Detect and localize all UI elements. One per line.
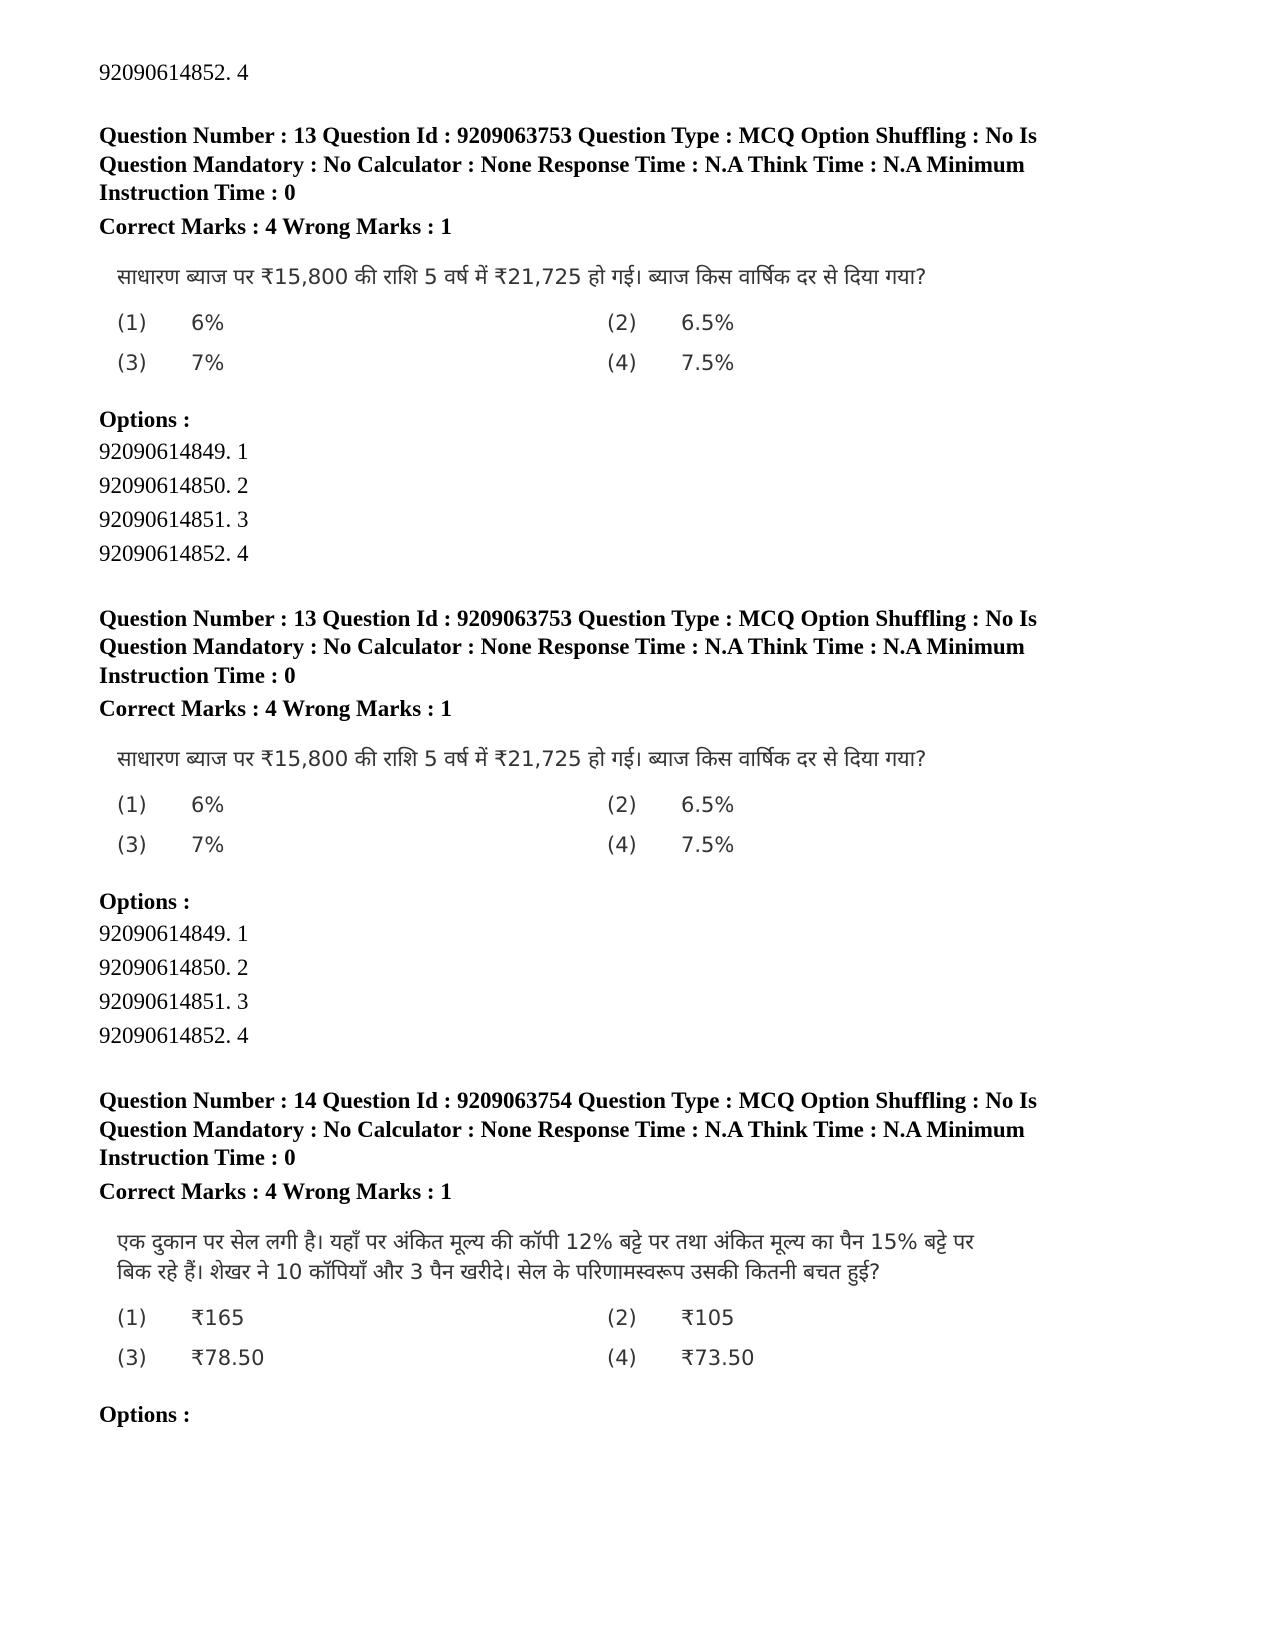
question-header-line: Instruction Time : 0 [99,1145,296,1170]
option-line: 92090614852. 4 [99,1023,249,1048]
question-text: साधारण ब्याज पर ₹15,800 की राशि 5 वर्ष में ₹21,725 हो गई। ब्याज किस वार्षिक दर से दिया गया? [117,747,927,772]
choice-number: (3) [117,1345,147,1370]
choice-number: (1) [117,310,147,335]
question-block [99,605,1189,1054]
question-image [117,1228,1189,1374]
choice-text: ₹73.50 [681,1345,755,1370]
question-header [99,605,1189,691]
choice-text: 7% [191,350,225,375]
choice-text: 6.5% [681,793,735,817]
question-header-line: Question Number : 14 Question Id : 9209063754 Question Type : MCQ Option Shuffling : No Is [99,1088,1038,1113]
choice-item [117,347,607,379]
option-line: 92090614849. 1 [99,921,249,946]
question-header [99,122,1189,208]
option-line: 92090614852. 4 [99,540,249,566]
choice-text: ₹105 [681,1305,735,1330]
options-heading: Options : [99,406,191,432]
question-block [99,122,1189,571]
choice-text: 7.5% [681,350,735,375]
option-line: 92090614852. 4 [99,60,249,85]
choice-item [117,307,607,339]
choice-text: 6.5% [681,310,735,335]
question-header-line: Instruction Time : 0 [99,180,296,205]
choice-item [117,1302,607,1334]
question-image [117,745,1189,861]
choice-number: (4) [607,1345,637,1370]
question-header-line: Question Mandatory : No Calculator : None Response Time : N.A Think Time : N.A Minimum [99,1116,1025,1142]
question-header-line: Question Number : 13 Question Id : 9209063753 Question Type : MCQ Option Shuffling : No Is [99,605,1038,631]
choice-text: ₹78.50 [191,1345,265,1370]
document-page [99,56,1189,1464]
question-header-line: Question Mandatory : No Calculator : None Response Time : N.A Think Time : N.A Minimum [99,151,1025,177]
question-header-line: Question Number : 13 Question Id : 9209063753 Question Type : MCQ Option Shuffling : No Is [99,123,1038,148]
choice-item [117,829,607,861]
choice-number: (2) [607,793,637,817]
option-line: 92090614850. 2 [99,472,249,498]
choice-number: (4) [607,350,637,375]
choice-text: 6% [191,793,225,817]
marks-line: Correct Marks : 4 Wrong Marks : 1 [99,213,452,239]
option-line: 92090614849. 1 [99,438,249,464]
choice-item [607,789,1097,821]
question-block [99,1087,1189,1430]
choice-number: (3) [117,350,147,375]
choice-number: (4) [607,833,637,857]
question-image [117,263,1189,379]
choice-item [607,347,1097,379]
choice-text: 6% [191,310,225,335]
question-header-line: Instruction Time : 0 [99,662,296,688]
choice-text: 7% [191,833,225,857]
choice-grid [117,307,1189,379]
choice-text: ₹165 [191,1305,245,1330]
choice-item [607,307,1097,339]
choice-number: (2) [607,310,637,335]
options-heading: Options : [99,1401,191,1427]
choice-number: (1) [117,1305,147,1330]
question-text: एक दुकान पर सेल लगी है। यहाँ पर अंकित मूल्य की कॉपी 12% बट्टे पर तथा अंकित मूल्य का पैन 15% बट्टे पर [117,1229,974,1255]
choice-number: (2) [607,1305,637,1330]
choice-grid [117,789,1189,861]
choice-item [607,829,1097,861]
marks-line: Correct Marks : 4 Wrong Marks : 1 [99,696,452,721]
choice-item [607,1302,1097,1334]
marks-line: Correct Marks : 4 Wrong Marks : 1 [99,1178,452,1204]
options-heading: Options : [99,889,191,914]
question-header-line: Question Mandatory : No Calculator : None Response Time : N.A Think Time : N.A Minimum [99,634,1025,659]
question-list [99,122,1189,1430]
choice-item [607,1342,1097,1374]
question-text: साधारण ब्याज पर ₹15,800 की राशि 5 वर्ष में ₹21,725 हो गई। ब्याज किस वार्षिक दर से दिया गया? [117,264,927,290]
choice-number: (3) [117,833,147,857]
option-line: 92090614851. 3 [99,989,249,1014]
option-line: 92090614851. 3 [99,506,249,532]
choice-item [117,789,607,821]
question-text: बिक रहे हैं। शेखर ने 10 कॉपियाँ और 3 पैन खरीदे। सेल के परिणामस्वरूप उसकी कितनी बचत हुई? [117,1259,881,1285]
choice-text: 7.5% [681,833,735,857]
option-line: 92090614850. 2 [99,955,249,980]
choice-item [117,1342,607,1374]
choice-number: (1) [117,793,147,817]
choice-grid [117,1302,1189,1374]
question-header [99,1087,1189,1173]
